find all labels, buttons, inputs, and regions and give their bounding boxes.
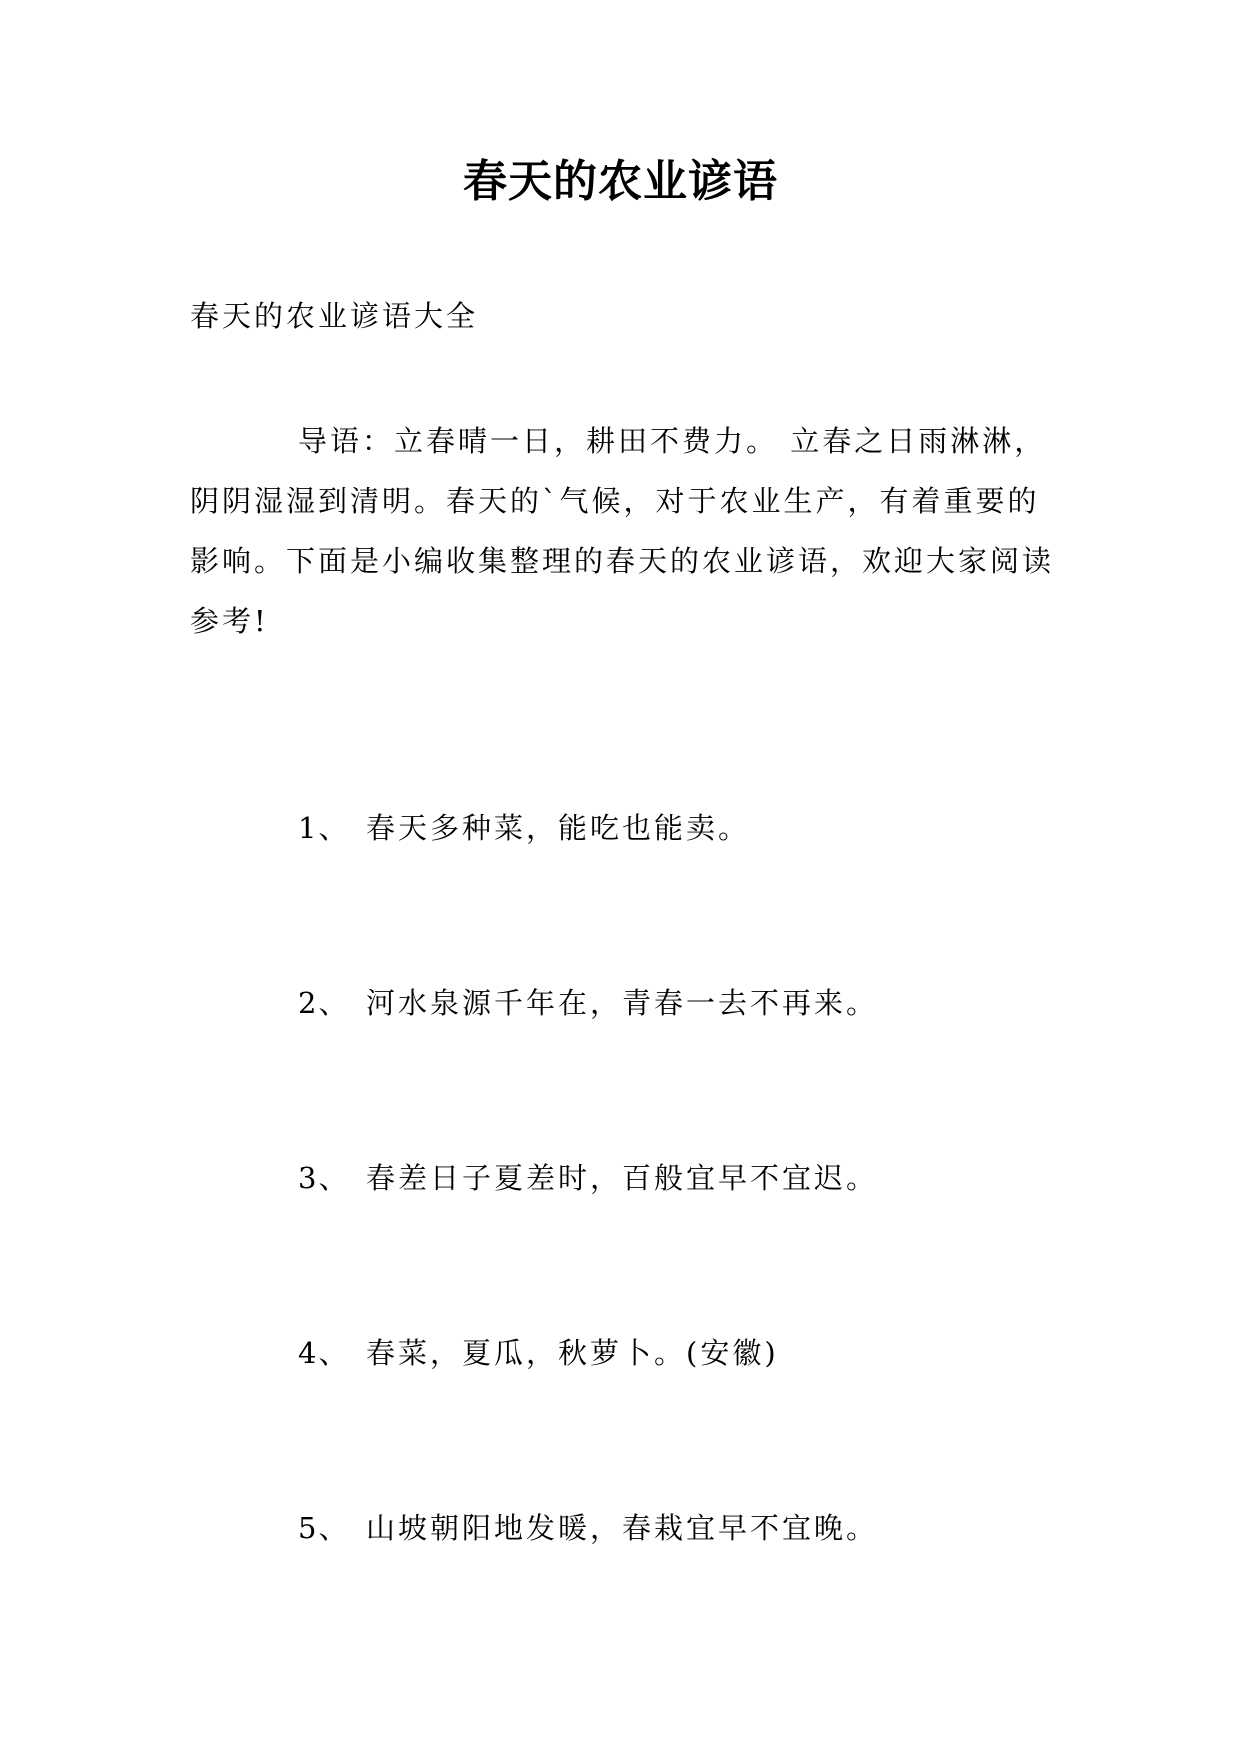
proverb-text: 河水泉源千年在，青春一去不再来。: [366, 986, 879, 1020]
proverb-list: [298, 808, 1098, 1683]
document-title: 春天的农业谚语: [463, 156, 778, 207]
proverb-number: 4、: [298, 1336, 350, 1370]
proverb-number: 5、: [298, 1511, 350, 1545]
proverb-number: 2、: [298, 986, 350, 1020]
proverb-number: 3、: [298, 1161, 350, 1195]
document-subtitle: 春天的农业谚语大全: [190, 299, 479, 333]
proverb-item: [298, 983, 1098, 1158]
proverb-item: [298, 1333, 1098, 1508]
proverb-text: 山坡朝阳地发暖，春栽宜早不宜晚。: [366, 1511, 879, 1545]
proverb-text: 春差日子夏差时，百般宜早不宜迟。: [366, 1161, 879, 1195]
proverb-text: 春菜，夏瓜，秋萝卜。(安徽): [366, 1336, 779, 1370]
proverb-number: 1、: [298, 811, 350, 845]
proverb-item: [298, 1508, 1098, 1683]
intro-paragraph: 导语：立春晴一日，耕田不费力。 立春之日雨淋淋，阴阴湿湿到清明。春天的`气候，对于农业生产，有着重要的影响。下面是小编收集整理的春天的农业谚语，欢迎大家阅读参考!: [190, 424, 1055, 638]
proverb-text: 春天多种菜，能吃也能卖。: [366, 811, 751, 845]
proverb-item: [298, 808, 1098, 983]
proverb-item: [298, 1158, 1098, 1333]
